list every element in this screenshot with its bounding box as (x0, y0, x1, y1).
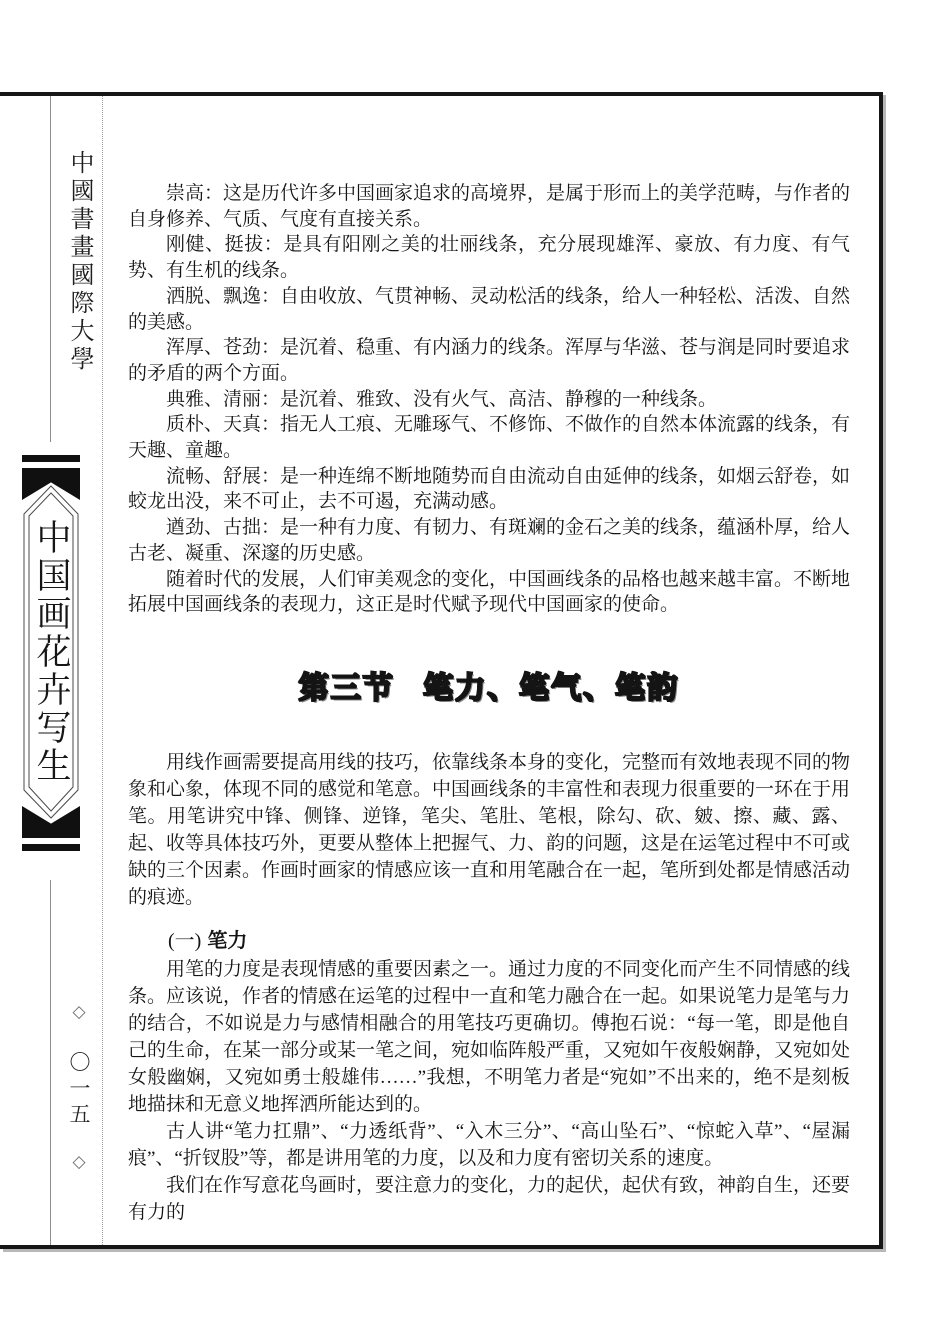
section-paragraphs (128, 749, 850, 911)
spine-banner (22, 455, 80, 851)
paragraph: 遒劲、古拙：是一种有力度、有韧力、有斑斓的金石之美的线条，蕴涵朴厚，给人古老、凝重、深邃的历史感。 (128, 517, 851, 564)
sidebar-divider-inner (102, 96, 103, 1245)
section-title: 笔力、笔气、笔韵 (423, 671, 680, 705)
paragraph: 用线作画需要提高用线的技巧，依靠线条本身的变化，完整而有效地表现不同的物象和心象，体现不同的感觉和笔意。中国画线条的丰富性和表现力很重要的一环在于用笔。用笔讲究中锋、侧锋、逆锋，笔尖、笔肚、笔根，除勾、砍、皴、擦、藏、露、起、收等具体技巧外，更要从整体上把握气、力、韵的问题，这是在运笔过程中不可或缺的三个因素。作画时画家的情感应该一直和用笔融合在一起，笔所到处都是情感活动的痕迹。 (128, 751, 851, 908)
paragraph: 流畅、舒展：是一种连绵不断地随势而自由流动自由延伸的线条，如烟云舒卷，如蛟龙出没，来不可止，去不可遏，充满动感。 (128, 465, 851, 513)
folio-bottom-diamond-icon: ◇ (70, 1152, 89, 1178)
subsection-paragraphs (128, 956, 850, 1226)
folio-top-diamond-icon: ◇ (70, 1002, 89, 1028)
paragraph: 用笔的力度是表现情感的重要因素之一。通过力度的不同变化而产生不同情感的线条。应该说，作者的情感在运笔的过程中一直和笔力融合在一起。如果说笔力是笔与力的结合，不如说是力与感情相融合的用笔技巧更确切。傅抱石说：“每一笔，即是他自己的生命，在某一部分或某一笔之间，宛如临阵般严重，又宛如午夜般娴静，又宛如处女般幽娴，又宛如勇士般雄伟……”我想，不明笔力者是“宛如”不出来的，绝不是刻板地描抹和无意义地挥洒所能达到的。 (128, 958, 851, 1115)
folio-number: 〇一五 (67, 1051, 91, 1129)
spine-university-label: 中國書畫國際大學 (66, 150, 92, 374)
banner-bottom-rule (22, 844, 80, 851)
section-number: 第三节 (298, 671, 395, 705)
paragraph: 典雅、清丽：是沉着、雅致、没有火气、高洁、静穆的一种线条。 (166, 388, 718, 410)
banner-top-rule (22, 455, 80, 462)
subsection-title: 笔力 (207, 929, 248, 952)
paragraph: 浑厚、苍劲：是沉着、稳重、有内涵力的线条。浑厚与华滋、苍与润是同时要追求的矛盾的两个方面。 (128, 337, 851, 384)
paragraph: 古人讲“笔力扛鼎”、“力透纸背”、“入木三分”、“高山坠石”、“惊蛇入草”、“屋漏痕”、“折钗股”等，都是讲用笔的力度，以及和力度有密切关系的速度。 (128, 1120, 850, 1169)
paragraph: 刚健、挺拔：是具有阳刚之美的壮丽线条，充分展现雄浑、豪放、有力度、有气势、有生机的线条。 (128, 234, 850, 282)
banner-book-title: 中国画花卉写生 (32, 519, 71, 785)
page-number (64, 1002, 94, 1178)
paragraph: 洒脱、飘逸：自由收放、气贯神畅、灵动松活的线条，给人一种轻松、活泼、自然的美感。 (128, 285, 851, 333)
content-area (128, 181, 850, 1226)
section-heading (128, 663, 850, 707)
banner-hexagon-frame (22, 484, 80, 820)
subsection-heading (128, 924, 850, 953)
paragraph: 崇高：这是历代许多中国画家追求的高境界，是属于形而上的美学范畴，与作者的自身修养、气质、气度有直接关系。 (128, 183, 851, 230)
intro-paragraphs (128, 181, 850, 618)
sidebar-divider-upper (50, 96, 51, 442)
paragraph: 随着时代的发展，人们审美观念的变化，中国画线条的品格也越来越丰富。不断地拓展中国画线条的表现力，这正是时代赋予现代中国画家的使命。 (128, 568, 851, 616)
subsection-number: (一) (168, 929, 202, 952)
sidebar-divider-lower (50, 880, 51, 1245)
paragraph: 质朴、天真：指无人工痕、无雕琢气、不修饰、不做作的自然本体流露的线条，有天趣、童趣。 (128, 414, 851, 462)
paragraph: 我们在作写意花鸟画时，要注意力的变化，力的起伏，起伏有致，神韵自生，还要有力的 (128, 1174, 851, 1223)
